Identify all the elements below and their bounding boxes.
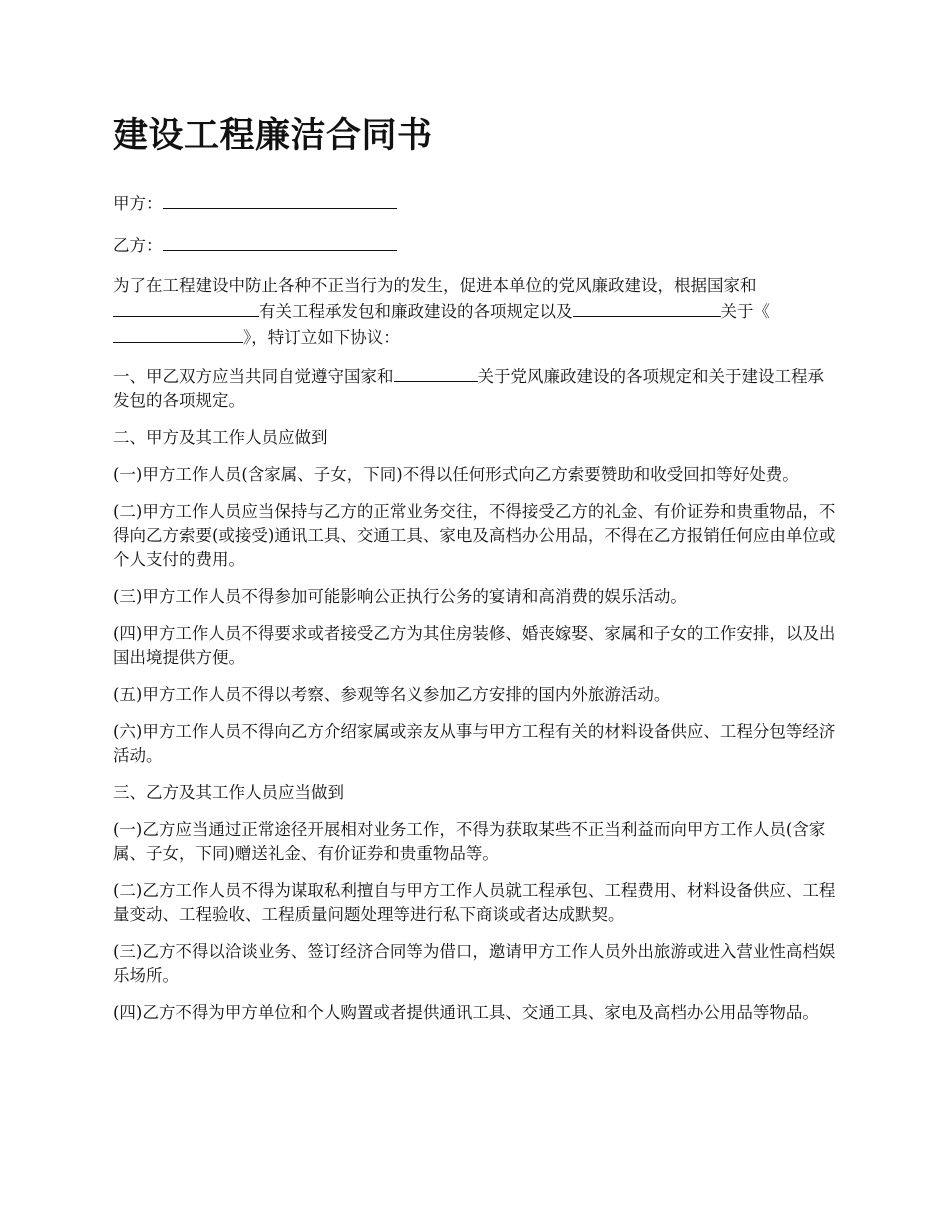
party-b-blank [163,232,397,251]
party-b-label: 乙方： [113,236,163,255]
intro-text-1: 为了在工程建设中防止各种不正当行为的发生，促进本单位的党风廉政建设，根据国家和 [113,276,757,295]
section-2-item-5: (五)甲方工作人员不得以考察、参观等名义参加乙方安排的国内外旅游活动。 [113,685,671,704]
clause-1-text-1: 一、甲乙双方应当共同自觉遵守国家和 [113,367,394,386]
document-title: 建设工程廉洁合同书 [113,115,433,156]
section-2-item-3: (三)甲方工作人员不得参加可能影响公正执行公务的宴请和高消费的娱乐活动。 [113,587,687,606]
section-2-item-6: (六)甲方工作人员不得向乙方介绍家属或亲友从事与甲方工程有关的材料设备供应、工程分包等经济活动。 [113,722,836,765]
document-body [113,108,838,1038]
section-3-item-2: (二)乙方工作人员不得为谋取私利擅自与甲方工作人员就工程承包、工程费用、材料设备供应、工程量变动、工程验收、工程质量问题处理等进行私下商谈或者达成默契。 [113,881,836,924]
clause-1-text-2: 关于党风廉政建设的各项规定和关于建设工程承发包的各项规定。 [113,367,824,410]
intro-text-4: 》，特订立如下协议： [243,328,400,347]
section-2-item-1: (一)甲方工作人员(含家属、子女，下同)不得以任何形式向乙方索要赞助和收受回扣等好处费。 [113,465,799,484]
party-a-label: 甲方： [113,194,163,213]
section-3-heading: 三、乙方及其工作人员应当做到 [113,783,344,802]
intro-blank-3 [113,324,243,343]
intro-blank-1 [113,298,259,317]
intro-text-2: 有关工程承发包和廉政建设的各项规定以及 [259,302,573,321]
intro-text-3: 关于《 [720,302,770,321]
section-3-item-4: (四)乙方不得为甲方单位和个人购置或者提供通讯工具、交通工具、家电及高档办公用品等物品。 [113,1003,819,1022]
section-2-item-4: (四)甲方工作人员不得要求或者接受乙方为其住房装修、婚丧嫁娶、家属和子女的工作安排，以及出国出境提供方便。 [113,624,836,667]
section-2-heading: 二、甲方及其工作人员应做到 [113,428,328,447]
section-3-item-1: (一)乙方应当通过正常途径开展相对业务工作，不得为获取某些不正当利益而向甲方工作人员(含家属、子女，下同)赠送礼金、有价证券和贵重物品等。 [113,820,826,863]
party-a-line [113,190,838,216]
section-3-item-3: (三)乙方不得以洽谈业务、签订经济合同等为借口，邀请甲方工作人员外出旅游或进入营业性高档娱乐场所。 [113,942,836,985]
clause-1-blank [394,363,478,382]
intro-blank-2 [573,298,721,317]
party-b-line [113,232,838,258]
intro-paragraph [113,274,838,350]
party-a-blank [163,190,397,209]
section-2-item-2: (二)甲方工作人员应当保持与乙方的正常业务交往，不得接受乙方的礼金、有价证券和贵重物品，不得向乙方索要(或接受)通讯工具、交通工具、家电及高档办公用品，不得在乙方报销任何应由单位或个人支付的费用。 [113,502,836,569]
clause-1 [113,363,838,413]
